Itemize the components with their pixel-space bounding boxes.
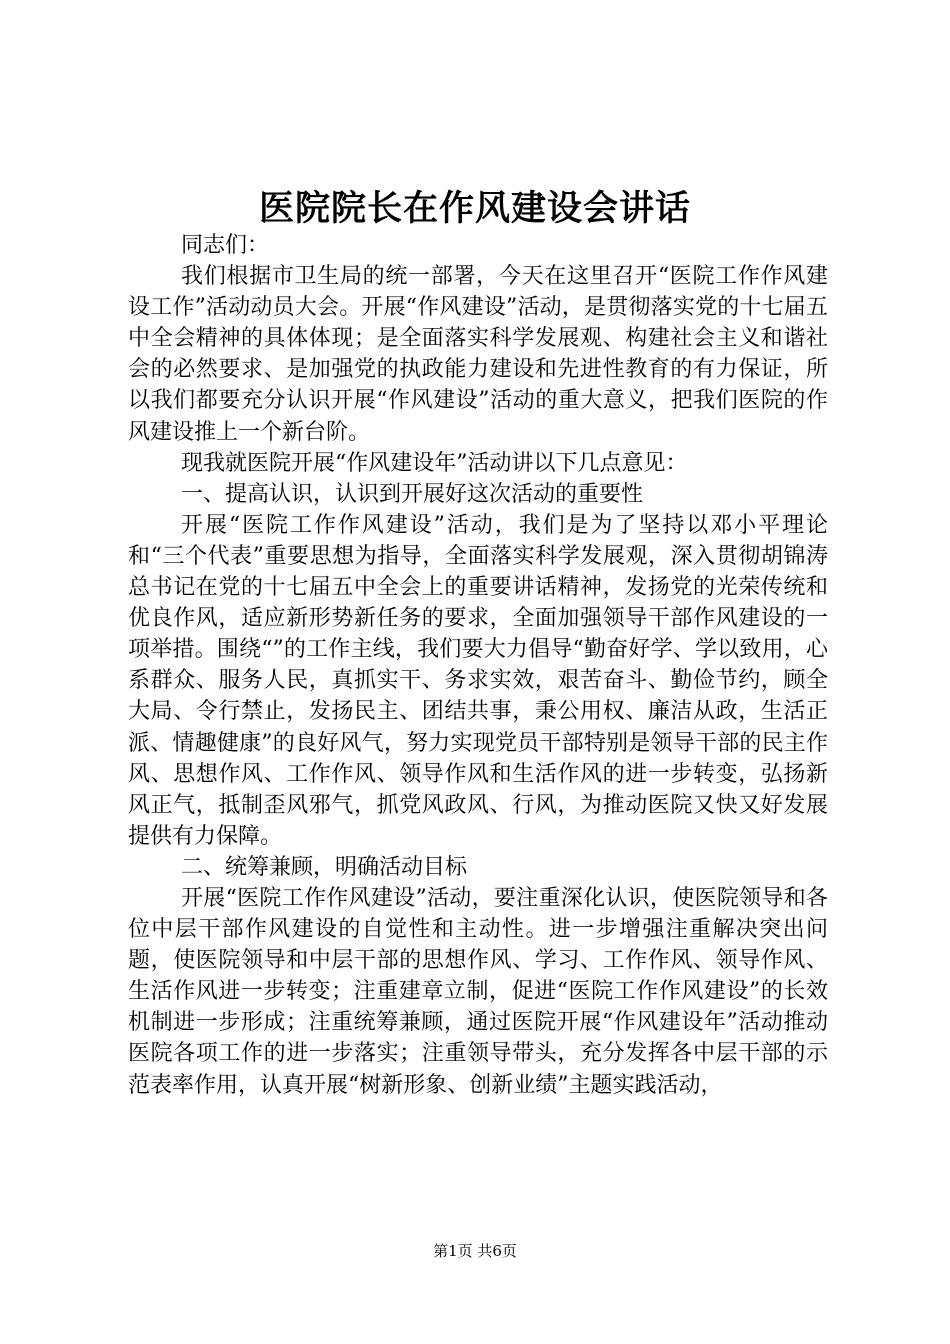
salutation: 同志们： bbox=[181, 233, 270, 258]
document-title: 医院院长在作风建设会讲话 bbox=[258, 188, 691, 229]
paragraph-opinions-lead: 现我就医院开展“作风建设年”活动讲以下几点意见： bbox=[181, 450, 688, 476]
document-body bbox=[128, 230, 828, 1101]
page-number: 第1页 共6页 bbox=[433, 1242, 517, 1260]
section-heading-2: 二、统筹兼顾，明确活动目标 bbox=[181, 854, 468, 880]
paragraph-section-2: 开展“医院工作作风建设”活动，要注重深化认识，使医院领导和各位中层干部作风建设的自觉性和主动性。进一步增强注重解决突出问题，使医院领导和中层干部的思想作风、学习、工作作风、领导作风、生活作风进一步转变；注重建章立制，促进“医院工作作风建设”的长效机制进一步形成；注重统筹兼顾，通过医院开展“作风建设年”活动推动医院各项工作的进一步落实；注重领导带头，充分发挥各中层干部的示范表率作用，认真开展“树新形象、创新业绩”主题实践活动， bbox=[128, 885, 828, 1098]
paragraph-section-1: 开展“医院工作作风建设”活动，我们是为了坚持以邓小平理论和“三个代表”重要思想为指导，全面落实科学发展观，深入贯彻胡锦涛总书记在党的十七届五中全会上的重要讲话精神，发扬党的光荣传统和优良作风，适应新形势新任务的要求，全面加强领导干部作风建设的一项举措。围绕“”的工作主线，我们要大力倡导“勤奋好学、学以致用，心系群众、服务人民，真抓实干、务求实效，艰苦奋斗、勤俭节约，顾全大局、令行禁止，发扬民主、团结共事，秉公用权、廉洁从政，生活正派、情趣健康”的良好风气，努力实现党员干部特别是领导干部的民主作风、思想作风、工作作风、领导作风和生活作风的进一步转变，弘扬新风正气，抵制歪风邪气，抓党风政风、行风，为推动医院又快又好发展提供有力保障。 bbox=[128, 512, 828, 849]
paragraph-intro: 我们根据市卫生局的统一部署，今天在这里召开“医院工作作风建设工作”活动动员大会。开展“作风建设”活动，是贯彻落实党的十七届五中全会精神的具体体现；是全面落实科学发展观、构建社会主义和谐社会的必然要求、是加强党的执政能力建设和先进性教育的有力保证，所以我们都要充分认识开展“作风建设”活动的重大意义，把我们医院的作风建设推上一个新台阶。 bbox=[128, 264, 828, 445]
section-heading-1: 一、提高认识，认识到开展好这次活动的重要性 bbox=[181, 481, 644, 507]
